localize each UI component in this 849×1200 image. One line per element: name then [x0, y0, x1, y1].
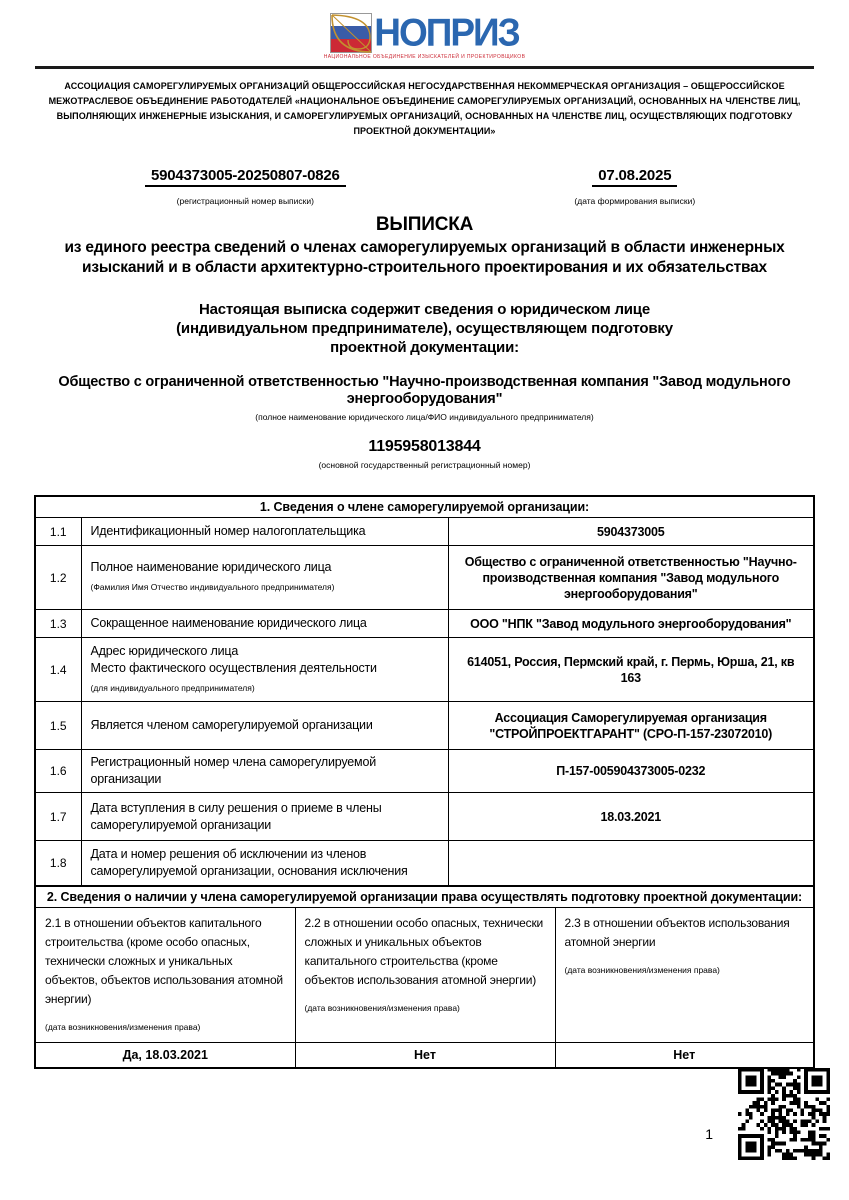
table-row — [35, 610, 814, 638]
row-number: 1.4 — [35, 638, 81, 702]
row-label: Адрес юридического лица Место фактического осуществления деятельности (для индивидуального предпринимателя) — [81, 638, 448, 702]
date-caption: (дата формирования выписки) — [574, 196, 696, 206]
row-number: 1.7 — [35, 793, 81, 841]
row-label: Идентификационный номер налогоплательщика — [81, 518, 448, 546]
flag-spiral-icon — [330, 13, 372, 53]
row-number: 1.3 — [35, 610, 81, 638]
row-value: П-157-005904373005-0232 — [448, 750, 814, 793]
row-number: 1.5 — [35, 702, 81, 750]
table-row — [35, 518, 814, 546]
extract-date: 07.08.2025 — [592, 167, 677, 187]
ogrn-caption: (основной государственный регистрационный номер) — [318, 460, 531, 470]
row-value: 614051, Россия, Пермский край, г. Пермь, Юрша, 21, кв 163 — [448, 638, 814, 702]
row-value: 18.03.2021 — [448, 793, 814, 841]
section2-header-row — [35, 907, 814, 1042]
col-caption: (дата возникновения/изменения права) — [45, 1021, 201, 1032]
ogrn-number: 1195958013844 — [368, 438, 481, 455]
row-number: 1.8 — [35, 841, 81, 886]
row-label-caption: (для индивидуального предпринимателя) — [90, 682, 255, 693]
row-number: 1.1 — [35, 518, 81, 546]
row-label: Сокращенное наименование юридического лица — [81, 610, 448, 638]
company-name-caption: (полное наименование юридического лица/ФИО индивидуального предпринимателя) — [255, 412, 594, 422]
table-row — [35, 638, 814, 702]
row-value: Общество с ограниченной ответственностью "Научно-производственная компания "Завод модульного энергооборудования" — [448, 546, 814, 610]
org-name: АССОЦИАЦИЯ САМОРЕГУЛИРУЕМЫХ ОРГАНИЗАЦИЙ ОБЩЕРОССИЙСКАЯ НЕГОСУДАРСТВЕННАЯ НЕКОММЕРЧЕСКАЯ ОРГАНИЗАЦИЯ – ОБЩЕРОССИЙСКОЕ МЕЖОТРАСЛЕВОЕ ОБЪЕДИНЕНИЕ РАБОТОДАТЕЛЕЙ «НАЦИОНАЛЬНОЕ ОБЪЕДИНЕНИЕ САМОРЕГУЛИРУЕМЫХ ОРГАНИЗАЦИЙ, ОСНОВАННЫХ НА ЧЛЕНСТВЕ ЛИЦ, ВЫПОЛНЯЮЩИХ ИНЖЕНЕРНЫЕ ИЗЫСКАНИЯ, И САМОРЕГУЛИРУЕМЫХ ОРГАНИЗАЦИЙ, ОСНОВАННЫХ НА ЧЛЕНСТВЕ ЛИЦ, ОСУЩЕСТВЛЯЮЩИХ ПОДГОТОВКУ ПРОЕКТНОЙ ДОКУМЕНТАЦИИ» — [48, 81, 801, 136]
row-value: 5904373005 — [448, 518, 814, 546]
col-caption: (дата возникновения/изменения права) — [564, 964, 720, 975]
doc-subtitle: из единого реестра сведений о членах саморегулируемых организаций в области инженерных изысканий и в области архитектурно-строительного проектирования и их обязательствах — [64, 239, 785, 276]
row-value: ООО "НПК "Завод модульного энергооборудования" — [448, 610, 814, 638]
table-row — [35, 546, 814, 610]
reg-number-caption: (регистрационный номер выписки) — [176, 196, 314, 206]
row-label: Дата вступления в силу решения о приеме в члены саморегулируемой организации — [81, 793, 448, 841]
logo — [0, 0, 849, 60]
col-value: Нет — [295, 1042, 555, 1068]
col-value: Нет — [555, 1042, 814, 1068]
row-number: 1.2 — [35, 546, 81, 610]
table-row — [35, 841, 814, 886]
qr-code — [738, 1068, 830, 1160]
section1-table — [34, 495, 815, 887]
col-value: Да, 18.03.2021 — [35, 1042, 295, 1068]
table-row — [35, 750, 814, 793]
section2-title: 2. Сведения о наличии у члена саморегулируемой организации права осуществлять подготовку проектной документации: — [35, 886, 814, 908]
row-label-caption: (Фамилия Имя Отчество индивидуального предпринимателя) — [90, 582, 335, 592]
meta-row — [35, 167, 814, 206]
row-label: Дата и номер решения об исключении из членов саморегулируемой организации, основания исключения — [81, 841, 448, 886]
col-header: 2.1 в отношении объектов капитального строительства (кроме особо опасных, технически сложных и уникальных объектов, объектов использования атомной энергии) (дата возникновения/изменения права) — [35, 907, 295, 1042]
section2-table — [34, 885, 815, 1070]
row-value — [448, 841, 814, 886]
header-rule — [35, 66, 814, 69]
section1-title: 1. Сведения о члене саморегулируемой организации: — [35, 496, 814, 518]
row-value: Ассоциация Саморегулируемая организация "СТРОЙПРОЕКТГАРАНТ" (СРО-П-157-23072010) — [448, 702, 814, 750]
extract-reg-number: 5904373005-20250807-0826 — [145, 167, 346, 187]
col-caption: (дата возникновения/изменения права) — [304, 1002, 460, 1013]
col-header: 2.3 в отношении объектов использования атомной энергии (дата возникновения/изменения права) — [555, 907, 814, 1042]
doc-title: ВЫПИСКА — [375, 214, 474, 235]
intro-text: Настоящая выписка содержит сведения о юридическом лице (индивидуальном предпринимателе), осуществляющем подготовку проектной документации: — [176, 301, 673, 356]
logo-text: НОПРИЗ — [374, 10, 519, 54]
logo-tagline: НАЦИОНАЛЬНОЕ ОБЪЕДИНЕНИЕ ИЗЫСКАТЕЛЕЙ И ПРОЕКТИРОВЩИКОВ — [323, 54, 526, 60]
table-row — [35, 702, 814, 750]
row-label: Является членом саморегулируемой организации — [81, 702, 448, 750]
company-name: Общество с ограниченной ответственностью "Научно-производственная компания "Завод модульного энергооборудования" — [58, 374, 791, 407]
row-number: 1.6 — [35, 750, 81, 793]
section2-values-row — [35, 1042, 814, 1068]
row-label: Полное наименование юридического лица (Фамилия Имя Отчество индивидуального предпринимателя) — [81, 546, 448, 610]
col-header: 2.2 в отношении особо опасных, технически сложных и уникальных объектов капитального строительства (кроме объектов использования атомной энергии) (дата возникновения/изменения права) — [295, 907, 555, 1042]
row-label: Регистрационный номер члена саморегулируемой организации — [81, 750, 448, 793]
page-number: 1 — [705, 1126, 713, 1142]
table-row — [35, 793, 814, 841]
